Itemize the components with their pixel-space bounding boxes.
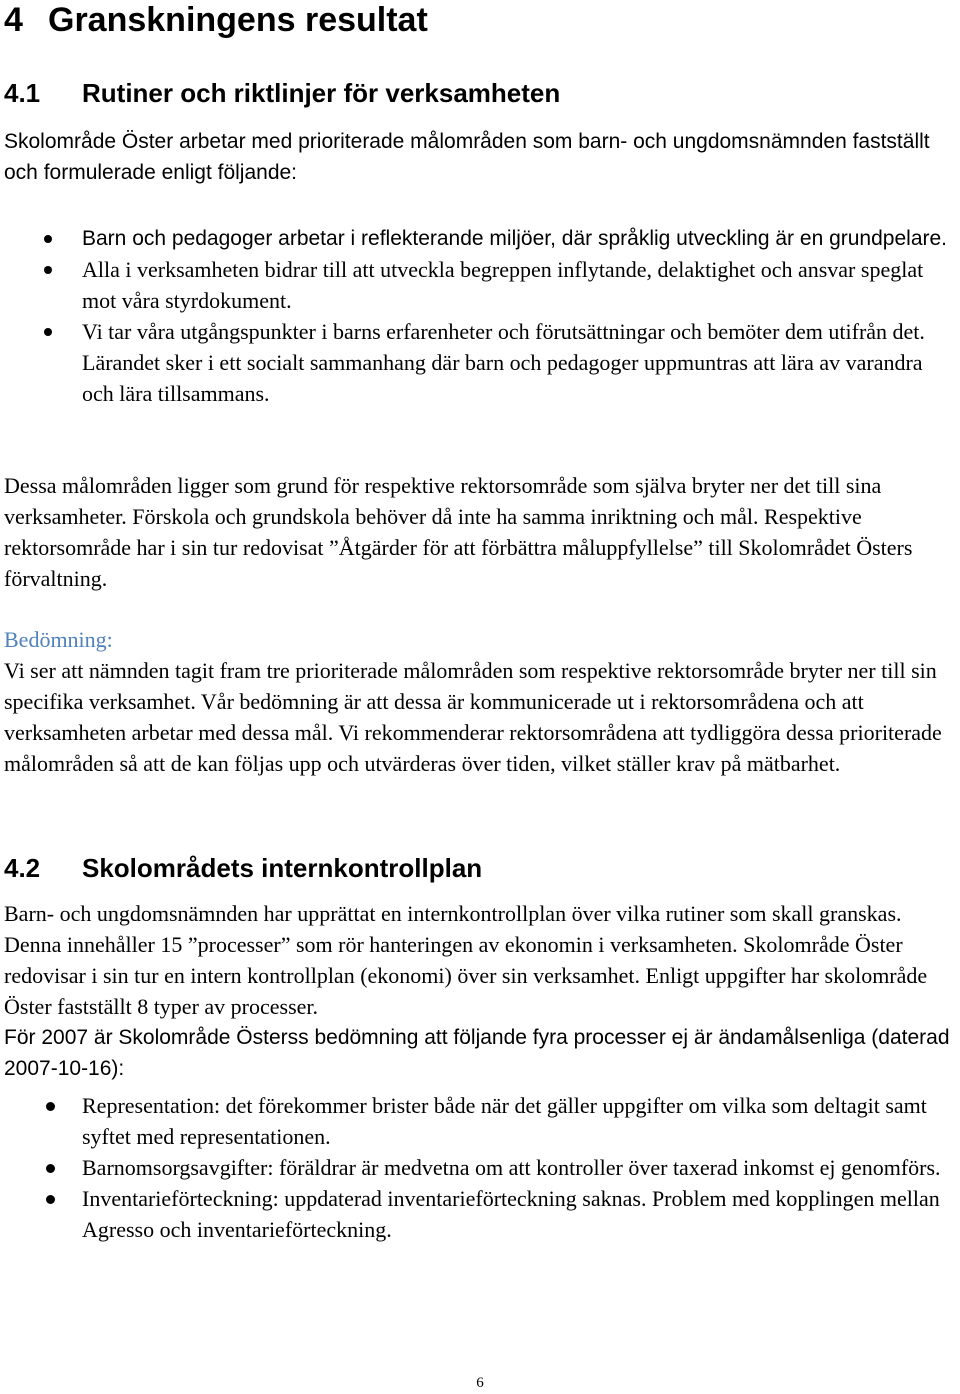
process-text: Representation: det förekommer brister både när det gäller uppgifter om vilka som deltagit samt syftet med representationen. (82, 1093, 927, 1149)
assessment-block (4, 624, 956, 779)
goal-list-item (4, 254, 956, 316)
section-4-2-heading (4, 851, 956, 885)
bullet-icon (46, 1164, 55, 1173)
process-text: Barnomsorgsavgifter: föräldrar är medvetna om att kontroller över taxerad inkomst ej genomförs. (82, 1155, 941, 1180)
process-list-item (4, 1183, 956, 1245)
section-4-2-paragraph: Barn- och ungdomsnämnden har upprättat en internkontrollplan över vilka rutiner som skall granskas. Denna innehåller 15 ”processer” som rör hanteringen av ekonomin i verksamheten. Skolområde Öster redovisar i sin tur en intern kontrollplan (ekonomi) över sin verksamhet. Enligt uppgifter har skolområde Öster fastställt 8 typer av processer. (4, 901, 928, 1019)
goal-list-item (4, 223, 956, 254)
assessment-label: Bedömning: (4, 627, 113, 652)
goal-text: Alla i verksamheten bidrar till att utveckla begreppen inflytande, delaktighet och ansvar speglat mot våra styrdokument. (82, 257, 924, 313)
page-number: 6 (476, 1375, 484, 1391)
goal-list (4, 223, 956, 409)
process-list-item (4, 1152, 956, 1183)
section-4-1-title: Rutiner och riktlinjer för verksamheten (82, 78, 561, 108)
goal-text: Vi tar våra utgångspunkter i barns erfarenheter och förutsättningar och bemöter dem utifrån det. Lärandet sker i ett socialt sammanhang där barn och pedagoger uppmuntras att lära av varandra och lära tillsammans. (82, 319, 925, 406)
chapter-number: 4 (4, 1, 23, 39)
goal-list-item (4, 316, 956, 409)
goal-list-block (4, 223, 956, 409)
section-4-2-lead: För 2007 är Skolområde Österss bedömning att följande fyra processer ej är ändamålsenliga (daterad 2007-10-16): (4, 1026, 950, 1080)
section-4-1-intro: Skolområde Öster arbetar med prioriterade målområden som barn- och ungdomsnämnden fastställt och formulerade enligt följande: (4, 130, 930, 184)
section-4-1-paragraph: Dessa målområden ligger som grund för respektive rektorsområde som själva bryter ner det till sina verksamheter. Förskola och grundskola behöver då inte ha samma inriktning och mål. Respektive rektorsområde har i sin tur redovisat ”Åtgärder för att förbättra måluppfyllelse” till Skolområdet Östers förvaltning. (4, 473, 913, 591)
process-list (4, 1090, 956, 1245)
section-4-1-number: 4.1 (4, 78, 41, 108)
process-list-block (4, 1090, 956, 1245)
section-4-1-intro-block (4, 126, 956, 188)
bullet-icon (44, 235, 52, 243)
process-list-item (4, 1090, 956, 1152)
process-text: Inventarieförteckning: uppdaterad inventarieförteckning saknas. Problem med kopplingen mellan Agresso och inventarieförteckning. (82, 1186, 940, 1242)
bullet-icon (44, 328, 52, 336)
section-4-2-title: Skolområdets internkontrollplan (82, 853, 483, 883)
goal-text: Barn och pedagoger arbetar i reflekterande miljöer, där språklig utveckling är en grundpelare. (82, 227, 947, 250)
chapter-title: Granskningens resultat (48, 1, 428, 39)
bullet-icon (44, 266, 52, 274)
section-4-1-heading (4, 76, 956, 110)
assessment-text: Vi ser att nämnden tagit fram tre prioriterade målområden som respektive rektorsområde bryter ner till sin specifika verksamhet. Vår bedömning är att dessa är kommunicerade ut i rektorsområdena och att verksamheten arbetar med dessa mål. Vi rekommenderar rektorsområdena att tydliggöra dessa prioriterade målområden så att de kan följas upp och utvärderas över tiden, vilket ställer krav på mätbarhet. (4, 658, 942, 776)
section-4-2-heading-block (4, 851, 956, 885)
bullet-icon (46, 1195, 55, 1204)
section-4-1-heading-block (4, 76, 956, 110)
section-4-1-paragraph-block (4, 470, 956, 594)
section-4-2-number: 4.2 (4, 853, 41, 883)
chapter-heading (4, 0, 428, 40)
bullet-icon (46, 1102, 55, 1111)
section-4-2-paragraph-block (4, 898, 956, 1084)
